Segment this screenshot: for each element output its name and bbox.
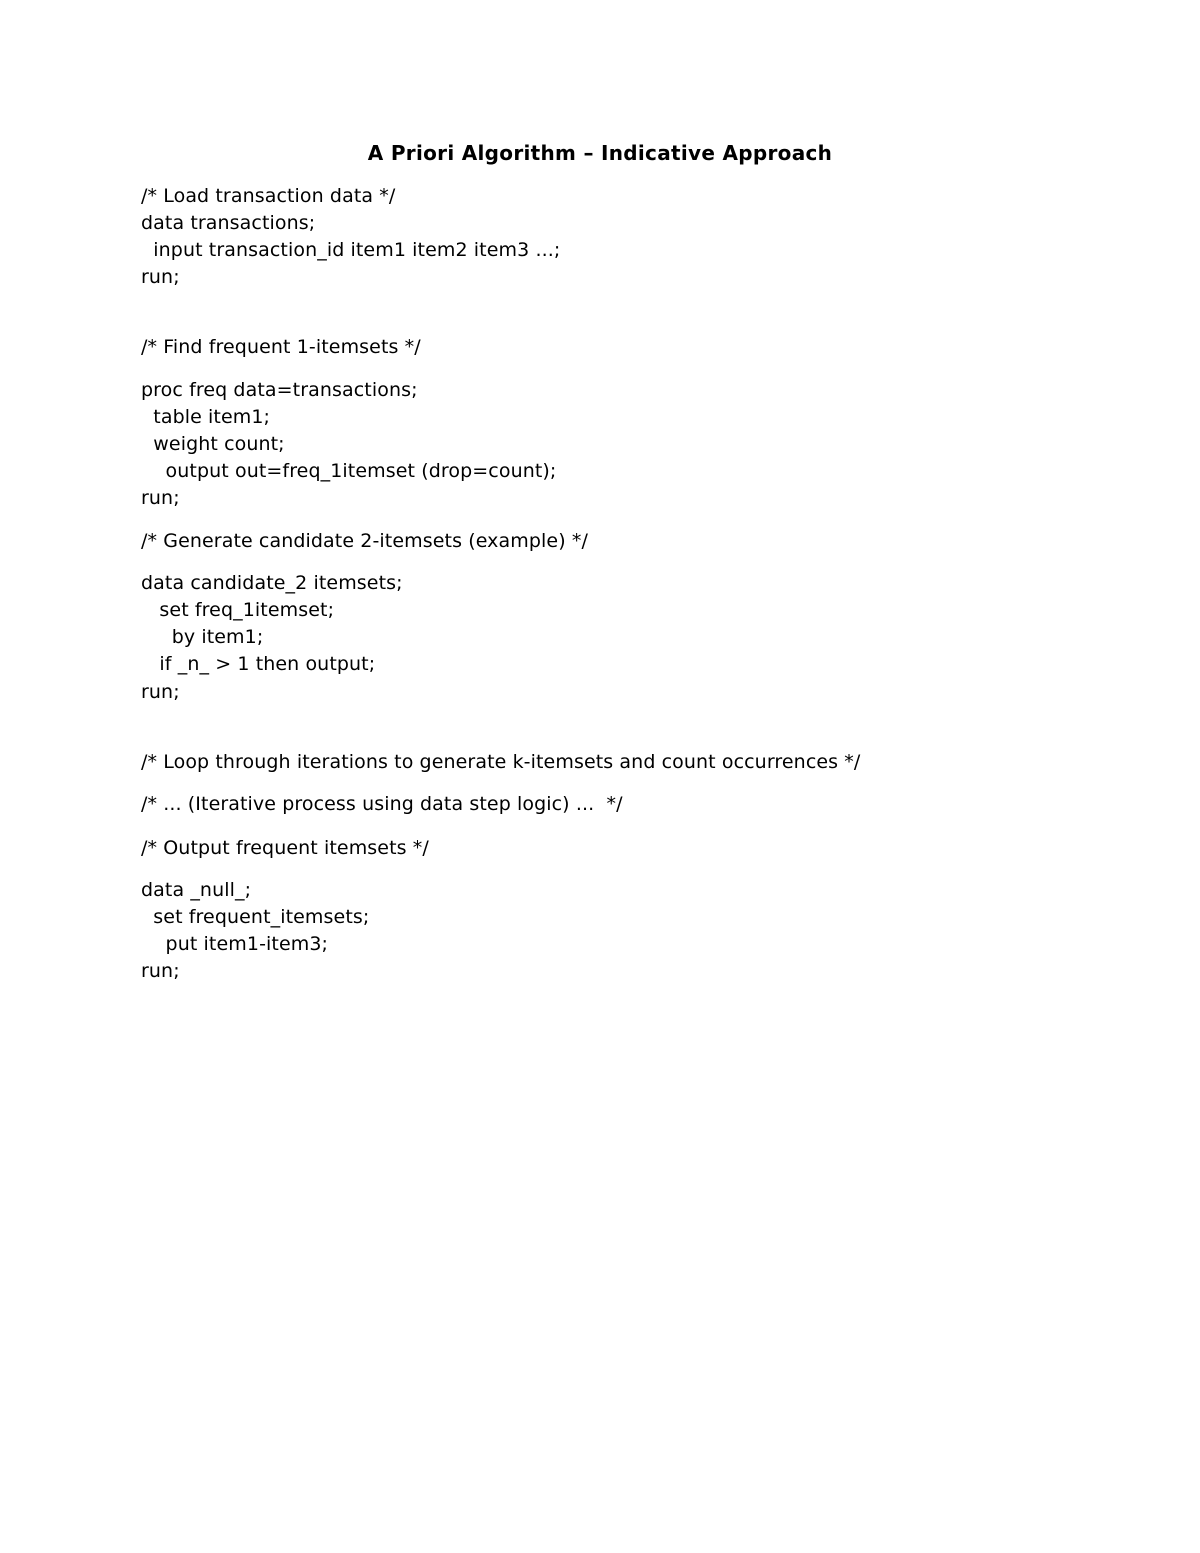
code-comment: /* Load transaction data */ — [141, 185, 396, 207]
code-line: run; — [141, 487, 180, 509]
code-line: data transactions; — [141, 212, 316, 234]
code-line: run; — [141, 960, 180, 982]
code-comment: /* Loop through iterations to generate k-itemsets and count occurrences */ — [141, 751, 861, 773]
code-comment: /* Find frequent 1-itemsets */ — [141, 336, 421, 358]
code-line: proc freq data=transactions; — [141, 379, 418, 401]
code-comment: /* Generate candidate 2-itemsets (example) */ — [141, 530, 588, 552]
code-line: table item1; — [141, 406, 271, 428]
code-line: weight count; — [141, 433, 285, 455]
code-line: by item1; — [141, 626, 264, 648]
code-line: run; — [141, 681, 180, 703]
code-line: data candidate_2 itemsets; — [141, 572, 403, 594]
code-comment: /* Output frequent itemsets */ — [141, 837, 429, 859]
code-line: input transaction_id item1 item2 item3 ...; — [141, 239, 561, 261]
code-line: output out=freq_1itemset (drop=count); — [141, 460, 557, 482]
code-line: data _null_; — [141, 879, 252, 901]
code-comment: /* ... (Iterative process using data step logic) ... */ — [141, 793, 623, 815]
code-line: set freq_1itemset; — [141, 599, 335, 621]
code-line: set frequent_itemsets; — [141, 906, 370, 928]
code-line: if _n_ > 1 then output; — [141, 653, 376, 675]
code-line: put item1-item3; — [141, 933, 329, 955]
code-line: run; — [141, 266, 180, 288]
document-title: A Priori Algorithm – Indicative Approach — [367, 141, 833, 165]
